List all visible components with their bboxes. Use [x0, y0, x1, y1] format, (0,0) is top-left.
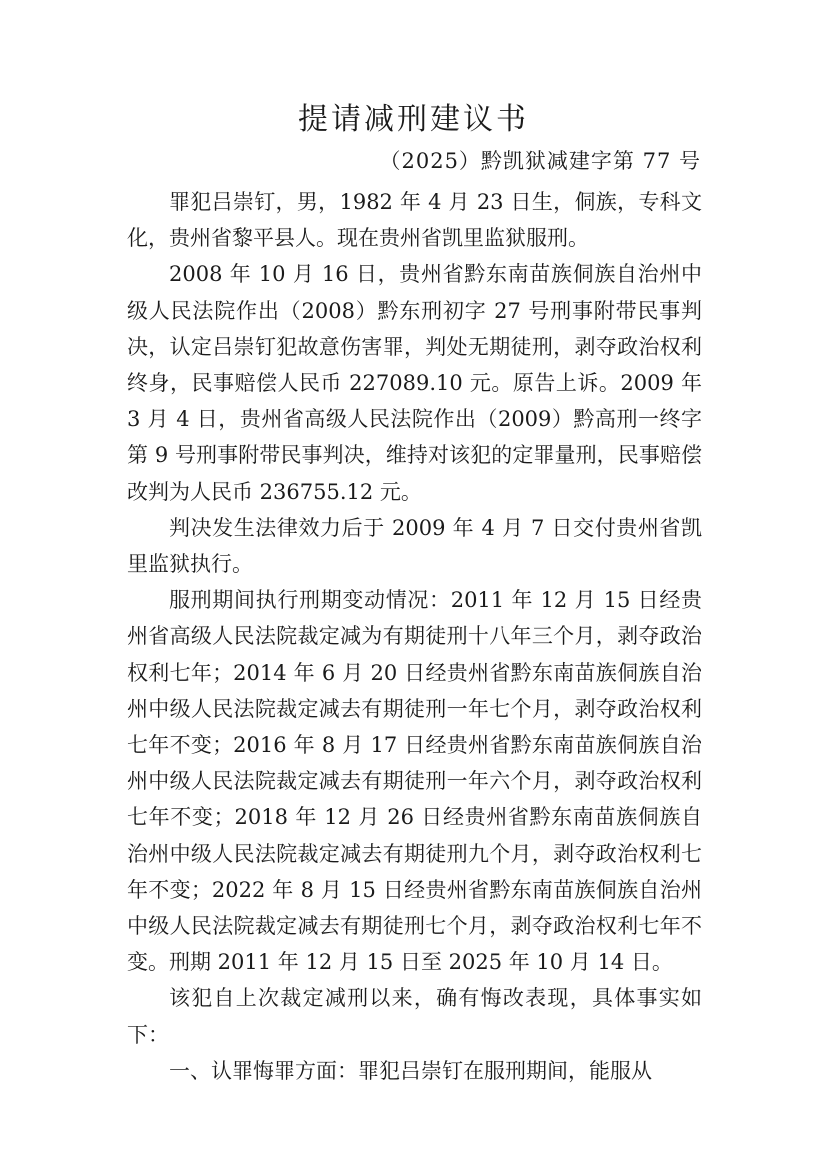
paragraph-repentance-intro: 该犯自上次裁定减刑以来，确有悔改表现，具体事实如下： [127, 986, 702, 1047]
document-number: （2025）黔凯狱减建字第 77 号 [379, 149, 701, 173]
paragraph-original-judgment: 2008 年 10 月 16 日，贵州省黔东南苗族侗族自治州中级人民法院作出（2008）黔东刑初字 27 号刑事附带民事判决，认定吕崇钉犯故意伤害罪，判处无期徒刑，剥夺政治权利终身，民事赔偿人民币 227089.10 元。原告上诉。2009 年 3 月 4 日，贵州省高级人民法院作出（2009）黔高刑一终字第 9 号刑事附带民事判决，维持对该犯的定罪量刑，民事赔偿改判为人民币 236755.12 元。 [127, 262, 702, 504]
paragraph-execution-delivery: 判决发生法律效力后于 2009 年 4 月 7 日交付贵州省凯里监狱执行。 [127, 515, 702, 577]
document-body [127, 184, 702, 1089]
document-title: 提请减刑建议书 [298, 102, 529, 137]
paragraph-sentence-changes: 服刑期间执行刑期变动情况：2011 年 12 月 15 日经贵州省高级人民法院裁定减为有期徒刑十八年三个月，剥夺政治权利七年；2014 年 6 月 20 日经贵州省黔东南苗族侗族自治州中级人民法院裁定减去有期徒刑一年七个月，剥夺政治权利七年不变；2016 年 8 月 17 日经贵州省黔东南苗族侗族自治州中级人民法院裁定减去有期徒刑一年六个月，剥夺政治权利七年不变；2018 年 12 月 26 日经贵州省黔东南苗族侗族自治州中级人民法院裁定减去有期徒刑九个月，剥夺政治权利七年不变；2022 年 8 月 15 日经贵州省黔东南苗族侗族自治州中级人民法院裁定减去有期徒刑七个月，剥夺政治权利七年不变。刑期 2011 年 12 月 15 日至 2025 年 10 月 14 日。 [127, 588, 702, 975]
paragraph-section-one: 一、认罪悔罪方面：罪犯吕崇钉在服刑期间，能服从 [169, 1058, 652, 1083]
paragraph-prisoner-info: 罪犯吕崇钉，男，1982 年 4 月 23 日生，侗族，专科文化，贵州省黎平县人。现在贵州省凯里监狱服刑。 [127, 190, 702, 251]
